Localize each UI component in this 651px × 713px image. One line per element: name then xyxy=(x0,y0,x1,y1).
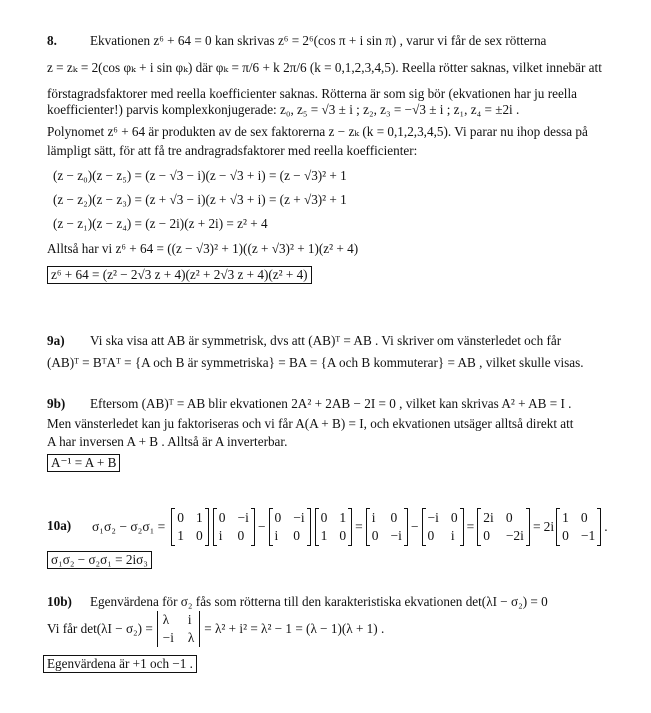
matrix-sigma1-a: 0 1 1 0 xyxy=(171,509,209,545)
problem-10b-determinant xyxy=(47,611,384,647)
problem-8-equation-1: (z − z₀)(z − z₅) = (z − √3 − i)(z − √3 + i) = (z − √3)² + 1 xyxy=(53,168,347,183)
problem-10a-lhs: σ₁σ₂ − σ₂σ₁ = xyxy=(92,519,166,534)
problem-9b-line-3: A har inversen A + B . Alltså är A inverterbar. xyxy=(47,434,288,449)
problem-10b-line-1: Egenvärdena för σ₂ fås som rötterna till den karakteristiska ekvationen det(λI − σ₂) = 0 xyxy=(90,594,548,609)
problem-8-answer-box xyxy=(47,266,312,284)
problem-9b-line-2: Men vänsterledet kan ju faktoriseras och vi får A(A + B) = I, och ekvationen utsäger alltså direkt att xyxy=(47,416,574,431)
matrix-sigma1-b: 0 1 1 0 xyxy=(315,509,353,545)
problem-10b-answer: Egenvärdena är +1 och −1 . xyxy=(43,655,197,673)
problem-9b-answer-box xyxy=(47,454,120,472)
problem-10a-answer-box xyxy=(47,551,152,569)
problem-10a-number: 10a) xyxy=(47,518,72,533)
problem-10b-answer-box xyxy=(43,655,197,673)
matrix-sigma3: 1 0 0 −1 xyxy=(556,509,601,545)
problem-10b-line-2b: = λ² + i² = λ² − 1 = (λ − 1)(λ + 1) . xyxy=(204,621,385,636)
problem-8-line-1: Ekvationen z⁶ + 64 = 0 kan skrivas z⁶ = 2⁶(cos π + i sin π) , varur vi får de sex rötterna xyxy=(90,33,547,48)
problem-10a-answer: σ₁σ₂ − σ₂σ₁ = 2iσ₃ xyxy=(47,551,152,569)
matrix-sigma2-a: 0 −i i 0 xyxy=(213,509,255,545)
problem-10b-line-2a: Vi får det(λI − σ₂) = xyxy=(47,621,153,636)
problem-9b-number: 9b) xyxy=(47,396,66,411)
matrix-sigma2-b: 0 −i i 0 xyxy=(269,509,311,545)
problem-10a-matrix-equation: σ₁σ₂ − σ₂σ₁ = 0 1 1 0 0 −i i 0 − 0 −i i 0 0 1 1 0 = i 0 0 −i − −i 0 0 i = 2i 0 0 −2i = 2i 1 0 0 −1 . xyxy=(92,510,608,543)
problem-9b-line-1: Eftersom (AB)ᵀ = AB blir ekvationen 2A² + 2AB − 2I = 0 , vilket kan skrivas A² + AB = I . xyxy=(90,396,572,411)
problem-8-answer: z⁶ + 64 = (z² − 2√3 z + 4)(z² + 2√3 z + 4)(z² + 4) xyxy=(47,266,312,284)
problem-8-equation-2: (z − z₂)(z − z₃) = (z + √3 − i)(z + √3 + i) = (z + √3)² + 1 xyxy=(53,192,347,207)
problem-8-line-6: lämpligt sätt, för att få tre andragradsfaktorer med reella koefficienter: xyxy=(47,143,418,158)
problem-10b-number: 10b) xyxy=(47,594,72,609)
problem-10a-coefficient: 2i xyxy=(543,519,555,534)
determinant-matrix: λ i −i λ xyxy=(157,611,201,647)
matrix-product-1: i 0 0 −i xyxy=(366,509,408,545)
problem-9a-line-2: (AB)ᵀ = BᵀAᵀ = {A och B är symmetriska} = BA = {A och B kommuterar} = AB , vilket skulle visas. xyxy=(47,355,584,370)
matrix-product-2: −i 0 0 i xyxy=(422,509,464,545)
problem-8-line-2: z = zₖ = 2(cos φₖ + i sin φₖ) där φₖ = π/6 + k 2π/6 (k = 0,1,2,3,4,5). Reella rötter saknas, vilket innebär att xyxy=(47,60,602,75)
problem-9b-answer: A⁻¹ = A + B xyxy=(47,454,120,472)
problem-8-number: 8. xyxy=(47,33,57,48)
problem-8-equation-4: Alltså har vi z⁶ + 64 = ((z − √3)² + 1)((z + √3)² + 1)(z² + 4) xyxy=(47,241,359,256)
problem-8-line-3: förstagradsfaktorer med reella koefficienter saknas. Rötterna är som sig bör (ekvationen har ju reella xyxy=(47,86,577,101)
problem-8-equation-3: (z − z₁)(z − z₄) = (z − 2i)(z + 2i) = z² + 4 xyxy=(53,216,268,231)
matrix-difference: 2i 0 0 −2i xyxy=(477,509,530,545)
problem-8-line-4: koefficienter!) parvis komplexkonjugerade: z₀, z₅ = √3 ± i ; z₂, z₃ = −√3 ± i ; z₁, z₄ = ±2i . xyxy=(47,102,520,117)
problem-8-line-5: Polynomet z⁶ + 64 är produkten av de sex faktorerna z − zₖ (k = 0,1,2,3,4,5). Vi parar nu ihop dessa på xyxy=(47,124,588,139)
problem-9a-line-1: Vi ska visa att AB är symmetrisk, dvs att (AB)ᵀ = AB . Vi skriver om vänsterledet och får xyxy=(90,333,562,348)
problem-9a-number: 9a) xyxy=(47,333,65,348)
